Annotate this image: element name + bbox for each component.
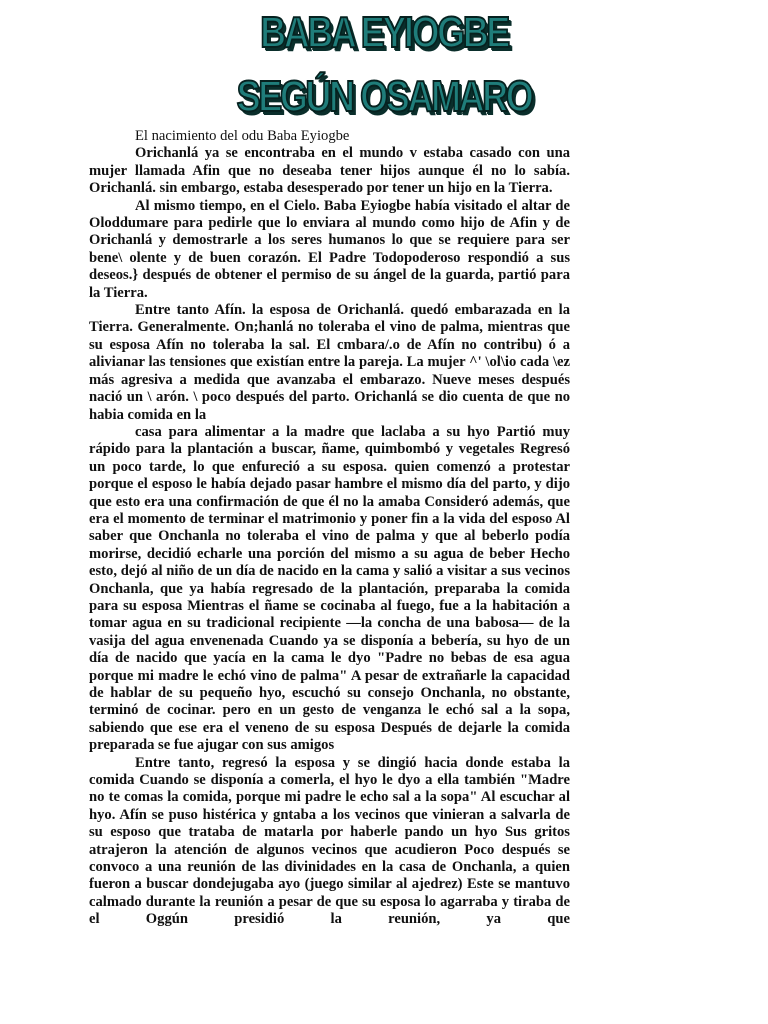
paragraph-3: Entre tanto Afín. la esposa de Orichanlá. quedó embarazada en la Tierra. Generalmente. On;hanlá no toleraba el vino de palma, mientras que su esposa Afín no toleraba la sal. El cmbara/.o de Afín no contribu) ó a alivianar las tensiones que existían entre la pareja. La mujer ^' \ol\io cada \ez más agresiva a medida que avanzaba el embarazo. Nueve meses después nació un \ arón. \ poco después del parto. Orichanlá se dio cuenta de que no habia comida en la [89,302,570,423]
document-title-line-1: BABA EYIOGBE [260,8,508,57]
paragraph-2: Al mismo tiempo, en el Cielo. Baba Eyiogbe había visitado el altar de Oloddumare para pedirle que lo enviara al mundo como hijo de Afin y de Orichanlá y demostrarle a los seres humanos lo que se requiere para ser bene\ olente y de buen corazón. El Padre Todopoderoso respondió a sus deseos.} después de obtener el permiso de su ángel de la guarda, partió para la Tierra. [89,197,570,301]
document-body [89,128,570,929]
paragraph-5: Entre tanto, regresó la esposa y se dingió hacia donde estaba la comida Cuando se disponía a comerla, el hyo le dyo a ella también "Madre no te comas la comida, porque mi padre le echo sal a la sopa" Al escuchar al hyo. Afín se puso histérica y gntaba a los vecinos que vinieran a salvarla de su esposo que trataba de matarla por haberle pando un hyo Sus gritos atrajeron la atención de algunos vecinos que acudieron Poco después se convoco a una reunión de las divinidades en la casa de Onchanla, a quien fueron a buscar dondejugaba ayo (juego similar al ajedrez) Este se mantuvo calmado durante la reunión a pesar de que su esposa lo agarraba y tiraba de el Oggún presidió la reunión, ya que [89,754,570,928]
paragraph-1: Orichanlá ya se encontraba en el mundo v estaba casado con una mujer llamada Afin que no deseaba tener hijos aunque él no lo sabía. Orichanlá. sin embargo, estaba desesperado por tener un hijo en la Tierra. [89,145,570,197]
section-heading: El nacimiento del odu Baba Eyiogbe [135,128,350,144]
document-title-line-2: SEGÚN OSAMARO [236,72,532,121]
paragraph-4: casa para alimentar a la madre que laclaba a su hyo Partió muy rápido para la plantación a buscar, ñame, quimbombó y vegetales Regresó un poco tarde, lo que enfureció a su esposa. quien comenzó a protestar porque el esposo le había dejado pasar hambre el mismo día del parto, y dijo que esto era una confirmación de que él no la amaba Consideró además, que era el momento de terminar el matrimonio y poner fin a la vida del esposo Al saber que Onchanla no toleraba el vino de palma y que al beberlo podía morirse, decidió echarle una porción del mismo a su agua de beber Hecho esto, dejó al niño de un día de nacido en la cama y salió a visitar a sus vecinos Onchanla, que ya había regresado de la plantación, preparaba la comida para su esposa Mientras el ñame se cocinaba al fuego, fue a la habitación a tomar agua en su tradicional recipiente —la concha de una babosa— de la vasija del agua envenenada Cuando ya se disponía a bebería, su hyo de un día de nacido que yacía en la cama le dyo "Padre no bebas de esa agua porque mi madre le echó vino de palma" A pesar de extrañarle la capacidad de hablar de su pequeño hyo, escuchó su consejo Onchanla, no obstante, terminó de cocinar. pero en un gesto de venganza le echó sal a la sopa, sabiendo que ese era el veneno de su esposa Después de dejarle la comida preparada se fue ajugar con sus amigos [89,423,570,754]
